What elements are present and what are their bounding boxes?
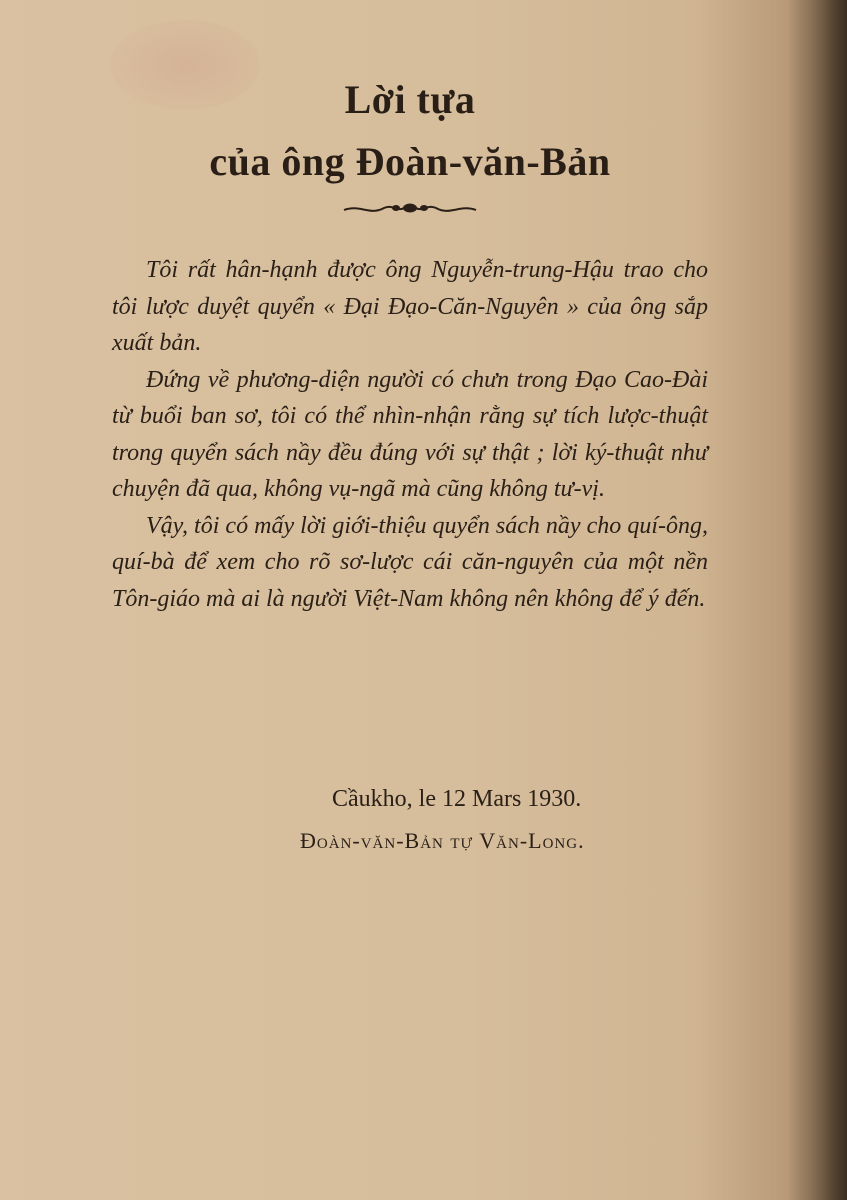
page-title: Lời tựa (344, 77, 476, 122)
body-text (112, 252, 708, 617)
paragraph-1: Tôi rất hân-hạnh được ông Nguyễn-trung-Hậu trao cho tôi lược duyệt quyển « Đại Đạo-Căn-Nguyên » của ông sắp xuất bản. (112, 257, 708, 356)
signature-place-date: Cầukho, le 12 Mars 1930. (332, 786, 582, 812)
paragraph-2: Đứng về phương-diện người có chưn trong Đạo Cao-Đài từ buổi ban sơ, tôi có thể nhìn-nhận rằng sự tích lược-thuật trong quyển sách nầy đều đúng với sự thật ; lời ký-thuật như chuyện đã qua, không vụ-ngã mà cũng không tư-vị. (112, 366, 708, 502)
paragraph-3: Vậy, tôi có mấy lời giới-thiệu quyển sách nầy cho quí-ông, quí-bà để xem cho rõ sơ-lược cái căn-nguyên của một nền Tôn-giáo mà ai là người Việt-Nam không nên không để ý đến. (112, 512, 708, 612)
decorative-flourish-icon (340, 196, 480, 222)
page-subtitle: của ông Đoàn-văn-Bản (209, 139, 611, 184)
signature-author: Đoàn-văn-Bản tự Văn-Long. (300, 828, 585, 853)
